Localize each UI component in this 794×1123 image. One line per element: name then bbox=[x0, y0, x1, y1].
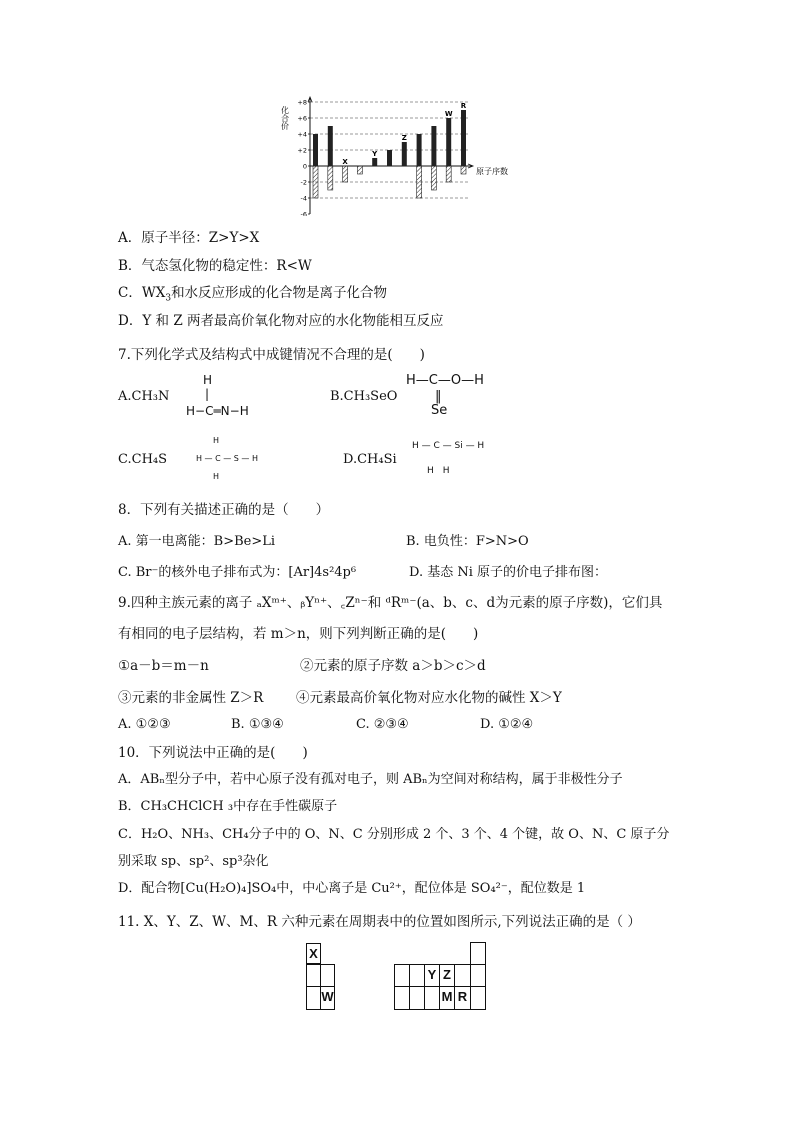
bar-negative bbox=[461, 166, 466, 174]
y-tick-label: -6 bbox=[300, 210, 307, 216]
q9-option-b: B. ①③④ bbox=[231, 717, 284, 732]
bar-negative bbox=[357, 166, 362, 174]
q8-option-c: C. Br⁻的核外电子排布式为：[Ar]4s²4p⁶ bbox=[118, 565, 357, 580]
bar-positive bbox=[313, 134, 318, 166]
q9-line-2: 有相同的电子层结构，若 m＞n，则下列判断正确的是( ) bbox=[118, 626, 479, 642]
q7-a-h-top: H bbox=[203, 373, 213, 387]
q11-title: 11. X、Y、Z、W、M、R 六种元素在周期表中的位置如图所示,下列说法正确的是（ ） bbox=[118, 914, 641, 930]
q10-option-b: B．CH₃CHClCH ₃中存在手性碳原子 bbox=[118, 799, 338, 814]
y-tick-label: +2 bbox=[297, 146, 307, 155]
q6-option-b: B．气态氢化物的稳定性：R<W bbox=[118, 258, 312, 274]
y-tick-label: +4 bbox=[297, 130, 307, 139]
q7-a-label: A.CH₃N bbox=[118, 389, 170, 404]
q7-b-label: B.CH₃SeO bbox=[330, 389, 398, 404]
y-tick-label: +8 bbox=[297, 98, 307, 107]
cell-blank bbox=[306, 964, 321, 987]
cell-blank bbox=[470, 964, 486, 987]
q6-option-a: A．原子半径：Z>Y>X bbox=[118, 230, 260, 246]
bar-positive bbox=[446, 118, 451, 166]
q6-c-post: 和水反应形成的化合物是离子化合物 bbox=[171, 285, 388, 301]
bar-negative bbox=[328, 166, 333, 190]
cell-blank bbox=[320, 964, 335, 987]
q6-c-pre: C．WX bbox=[118, 285, 166, 301]
q8-option-d: D. 基态 Ni 原子的价电子排布图： bbox=[409, 565, 608, 580]
bar-label: X bbox=[342, 158, 348, 166]
cell-r: R bbox=[454, 986, 471, 1010]
cell-blank bbox=[409, 986, 425, 1010]
q7-b-double-bond: ‖ bbox=[435, 389, 442, 404]
q7-c-h-bottom: H bbox=[213, 472, 220, 481]
valence-chart bbox=[280, 96, 520, 216]
q7-b-se: Se bbox=[431, 403, 448, 418]
q6-option-d: D．Y 和 Z 两者最高价氧化物对应的水化物能相互反应 bbox=[118, 313, 444, 329]
q9-statement-2: ②元素的原子序数 a＞b＞c＞d bbox=[300, 658, 486, 674]
bar-label: R bbox=[460, 102, 467, 110]
bar-positive bbox=[417, 134, 422, 166]
cell-blank bbox=[409, 964, 425, 987]
bar-label: Z bbox=[401, 134, 407, 142]
bar-label: Y bbox=[372, 150, 378, 158]
q9-option-c: C. ②③④ bbox=[356, 717, 409, 732]
bar-positive bbox=[431, 126, 436, 166]
q7-c-chain: H — C — S — H bbox=[196, 454, 258, 463]
q6-option-c bbox=[118, 281, 387, 304]
q10-option-d: D．配合物[Cu(H₂O)₄]SO₄中，中心离子是 Cu²⁺，配位体是 SO₄²⁻，配位数是 1 bbox=[118, 881, 586, 896]
q7-a-chain: H−C═N−H bbox=[186, 404, 249, 418]
cell-blank bbox=[470, 942, 486, 965]
y-tick-label: +6 bbox=[297, 114, 307, 123]
cell-blank bbox=[454, 964, 471, 987]
cell-x: X bbox=[306, 943, 321, 964]
bar-negative bbox=[313, 166, 318, 198]
q6-c-sub: 3 bbox=[165, 293, 172, 304]
cell-blank bbox=[470, 986, 486, 1010]
q8-option-a: A. 第一电离能：B>Be>Li bbox=[118, 534, 276, 549]
bar-positive bbox=[461, 110, 466, 166]
cell-m: M bbox=[439, 986, 455, 1010]
q8-title: 8．下列有关描述正确的是（ ） bbox=[118, 502, 330, 518]
y-tick-label: -4 bbox=[300, 194, 307, 203]
q7-d-chain: H — C — Si — H bbox=[412, 441, 485, 451]
y-tick-label: 0 bbox=[302, 162, 307, 171]
q9-statement-4: ④元素最高价氧化物对应水化物的碱性 X＞Y bbox=[296, 690, 562, 706]
q7-title: 7.下列化学式及结构式中成键情况不合理的是( ) bbox=[118, 347, 425, 363]
q7-b-chain: H—C—O—H bbox=[406, 373, 484, 388]
cell-blank bbox=[306, 986, 321, 1010]
q10-title: 10．下列说法中正确的是( ) bbox=[118, 745, 308, 761]
bar-positive bbox=[328, 126, 333, 166]
q10-option-c-line-1: C．H₂O、NH₃、CH₄分子中的 O、N、C 分别形成 2 个、3 个、4 个键，故 O、N、C 原子分 bbox=[118, 827, 670, 842]
q7-d-hydrogens: H H bbox=[427, 466, 450, 476]
q9-line-1: 9.四种主族元素的离子 ₐXᵐ⁺、ᵦYⁿ⁺、꜀Zⁿ⁻和 ᵈRᵐ⁻(a、b、c、d为元素的原子序数)，它们具 bbox=[118, 595, 663, 611]
bar-negative bbox=[431, 166, 436, 190]
cell-z: Z bbox=[439, 964, 455, 987]
q7-a-bond: | bbox=[205, 387, 210, 401]
bar-label: W bbox=[444, 110, 453, 118]
cell-blank bbox=[394, 964, 410, 987]
cell-blank bbox=[394, 986, 410, 1010]
bar-negative bbox=[343, 166, 348, 182]
q9-option-a: A. ①②③ bbox=[118, 717, 171, 732]
q9-statement-3: ③元素的非金属性 Z＞R bbox=[118, 690, 264, 706]
bar-positive bbox=[402, 142, 407, 166]
bar-negative bbox=[446, 166, 451, 182]
cell-w: W bbox=[320, 986, 335, 1010]
q8-option-b: B. 电负性：F>N>O bbox=[406, 534, 529, 549]
bar-positive bbox=[372, 158, 377, 166]
bar-negative bbox=[417, 166, 422, 198]
q7-c-label: C.CH₄S bbox=[118, 452, 168, 467]
q9-statement-1: ①a－b＝m－n bbox=[118, 658, 209, 674]
y-axis-label: 化合价 bbox=[280, 106, 290, 130]
x-axis-label: 原子序数 bbox=[476, 167, 508, 176]
q10-option-c-line-2: 别采取 sp、sp²、sp³杂化 bbox=[118, 854, 269, 869]
bar-positive bbox=[387, 150, 392, 166]
y-tick-label: -2 bbox=[300, 178, 307, 187]
q7-d-label: D.CH₄Si bbox=[343, 452, 397, 467]
cell-y: Y bbox=[424, 964, 440, 987]
q10-option-a: A．ABₙ型分子中，若中心原子没有孤对电子，则 ABₙ为空间对称结构，属于非极性分子 bbox=[118, 772, 623, 787]
cell-blank bbox=[424, 986, 440, 1010]
q7-c-h-top: H bbox=[213, 436, 220, 445]
q9-option-d: D. ①②④ bbox=[480, 717, 534, 732]
